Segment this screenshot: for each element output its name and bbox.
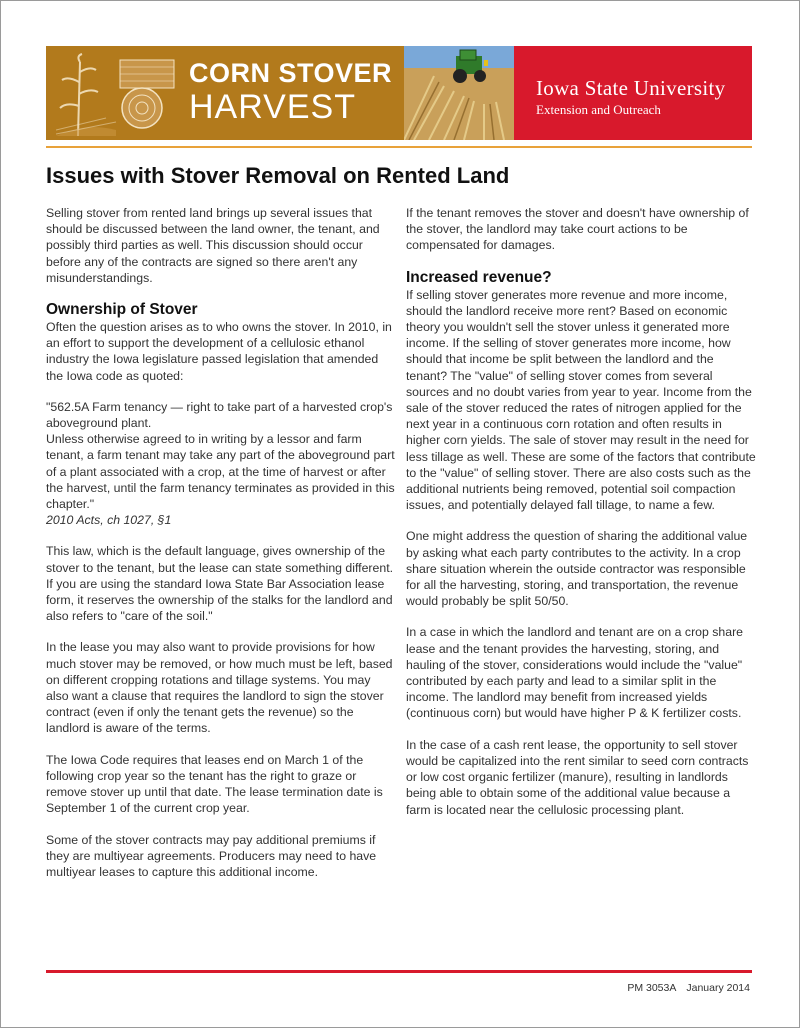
multiyear-paragraph: Some of the stover contracts may pay additional premiums if they are multiyear agreements. Producers may need to have multiyear leases to capture this additional income. — [46, 832, 377, 879]
round-bale-illustration — [116, 54, 178, 132]
publication-date: January 2014 — [686, 982, 750, 994]
crop-share-paragraph: In a case in which the landlord and tenant are on a crop share lease and the tenant provides the harvesting, storing, and hauling of the stover, considerations would include the "value" contributed by each party and lead to a similar split in the income. The landlord may benefit from increased yields (continuous corn) but would have higher P & K fertilizer costs. — [406, 625, 744, 721]
isu-extension-panel — [514, 46, 752, 140]
header-divider — [46, 146, 752, 148]
ownership-heading: Ownership of Stover — [46, 301, 198, 319]
iowa-code-paragraph: The Iowa Code requires that leases end on March 1 of the following crop year so the tenant has the right to graze or remove stover up until that date. The lease termination date is September 1 of the current crop year. — [46, 752, 383, 816]
court-actions-paragraph: If the tenant removes the stover and doesn't have ownership of the stover, the landlord may take court actions to be compensated for damages. — [406, 206, 749, 253]
page-title: Issues with Stover Removal on Rented Land — [46, 163, 510, 188]
header-banner — [46, 46, 752, 140]
quote-citation: 2010 Acts, ch 1027, §1 — [46, 513, 172, 528]
ownership-paragraph: Often the question arises as to who owns the stover. In 2010, in an effort to support the development of a cellulosic ethanol industry the Iowa legislature passed legislation that amended the Iowa code as quoted: — [46, 320, 392, 383]
default-language-paragraph: This law, which is the default language, gives ownership of the stover to the tenant, but the lease can state something different. If you are using the standard Iowa State Bar Association lease form, it reserves the ownership of the stalks for the landlord and also refers to "care of the soil." — [46, 544, 394, 624]
banner-title-line2: HARVEST — [189, 88, 356, 126]
extension-subtitle: Extension and Outreach — [536, 102, 661, 117]
sharing-paragraph: One might address the question of sharing the additional value by asking what each party contributes to the activity. In a crop share situation wherein the outside contractor was responsible for all the harvesting, storing, and transportation, the revenue would probably be split 50/50. — [406, 529, 748, 609]
quote-body: Unless otherwise agreed to in writing by a lessor and farm tenant, a farm tenant may take any part of the aboveground part of a plant associated with a crop, at the time of harvest or after the harvest, until the farm tenancy terminates as provided in this chapter." — [46, 432, 395, 512]
publication-number: PM 3053A — [627, 982, 677, 994]
tractor-field-illustration — [404, 46, 514, 140]
left-column — [46, 205, 396, 895]
revenue-paragraph: If selling stover generates more revenue and more income, should the landlord receive more rent? Based on economic theory you wouldn't sell the stover unless it generated more income. If the selling of stover generates more income, how should that income be split between the landlord and the tenant? The "value" of selling stover comes from several sources and no doubt varies from year to year. Income from the sale of the stover reduced the rates of nitrogen applied for the next year in a continuous corn rotation and often results in higher corn yields. The sale of stover may result in the need for less tillage as well. These are some of the factors that contribute to the "value" of selling stover. There are also costs such as the additional nutrients being removed, potential soil compaction issues, and potentially delayed fall tillage, to name a few. — [406, 287, 756, 513]
banner-title-line1: CORN STOVER — [189, 58, 393, 88]
corn-stover-harvest-panel — [46, 46, 404, 140]
lease-provisions-paragraph: In the lease you may also want to provide provisions for how much stover may be removed, or how much must be left, based on different cropping rotations and tillage systems. You may also want a clause that requires the landlord to sign the stover contract (even if only the tenant gets the revenue) so the landlord is aware of the terms. — [46, 640, 393, 736]
university-wordmark: Iowa State University — [536, 76, 726, 100]
revenue-heading: Increased revenue? — [406, 268, 552, 286]
intro-paragraph: Selling stover from rented land brings up several issues that should be discussed between the land owner, the tenant, and possibly third parties as well. This discussion should occur before any of the contracts are signed so there aren't any misunderstandings. — [46, 206, 380, 285]
tractor-photo — [404, 46, 514, 140]
quote-title: "562.5A Farm tenancy — right to take part of a harvested crop's aboveground plant. — [46, 399, 393, 431]
right-column — [406, 205, 756, 833]
cash-rent-paragraph: In the case of a cash rent lease, the opportunity to sell stover would be capitalized into the rent similar to seed corn contracts or low cost organic fertilizer (manure), resulting in landlords being able to obtain some of the additional value because a farm is located near the cellulosic processing plant. — [406, 737, 749, 817]
footer — [627, 982, 750, 994]
footer-divider — [46, 970, 752, 973]
